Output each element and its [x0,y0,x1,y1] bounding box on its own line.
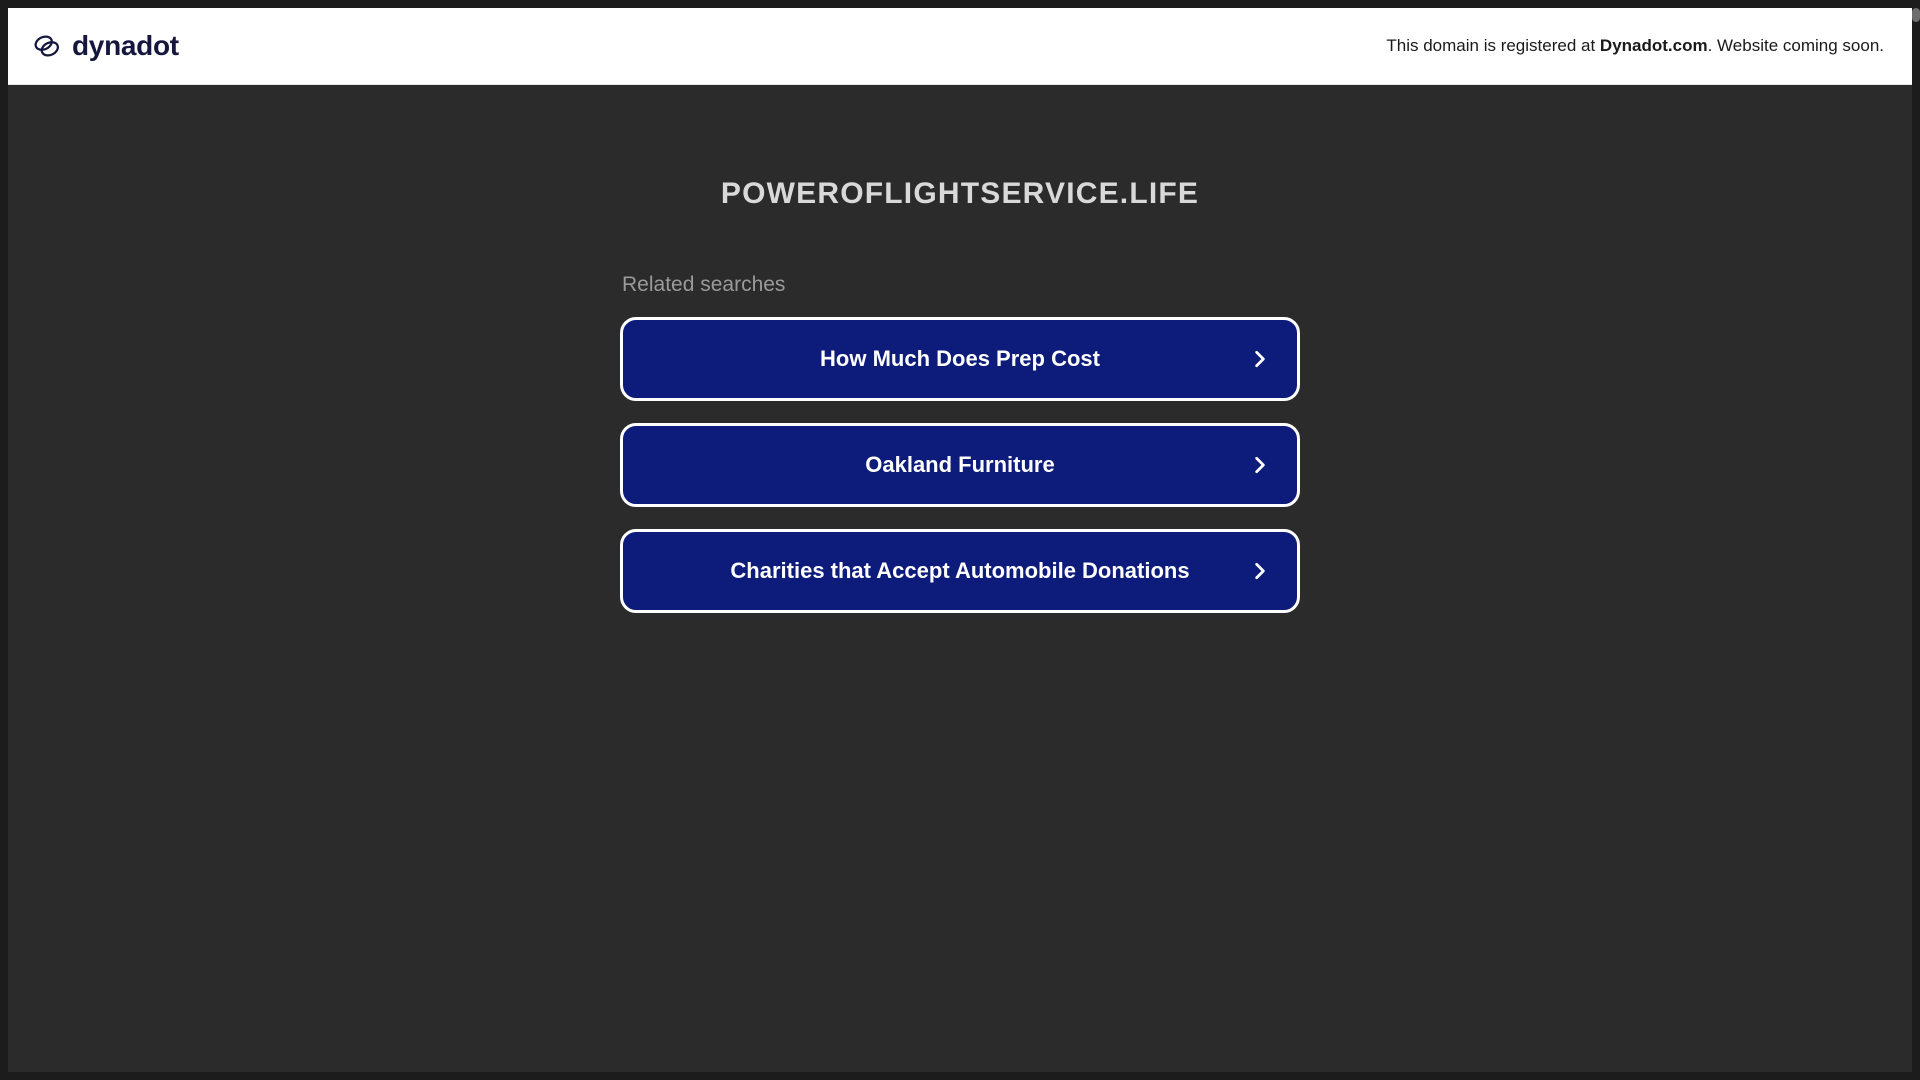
related-search-item[interactable] [620,317,1300,401]
vertical-scrollbar[interactable] [1912,8,1920,1080]
registration-notice [1386,36,1884,56]
related-search-label: Oakland Furniture [865,452,1055,477]
chevron-right-icon [1251,456,1269,474]
dynadot-logo-icon [32,31,62,61]
chevron-right-icon [1251,562,1269,580]
related-search-item[interactable] [620,423,1300,507]
brand-name: dynadot [72,30,179,61]
horizontal-scrollbar[interactable] [8,1072,1912,1080]
related-searches-block [620,273,1300,635]
notice-suffix: . Website coming soon. [1707,36,1884,55]
window-frame-top [0,0,1920,8]
window-frame-left [0,0,8,1080]
vertical-scrollbar-thumb[interactable] [1912,8,1920,22]
related-search-label: Charities that Accept Automobile Donations [730,558,1190,583]
chevron-right-icon [1251,350,1269,368]
related-search-label: How Much Does Prep Cost [820,346,1100,371]
parked-domain-content [8,85,1912,635]
page-viewport [8,8,1912,1080]
related-searches-label: Related searches [622,273,786,296]
related-search-item[interactable] [620,529,1300,613]
page-title: POWEROFLIGHTSERVICE.LIFE [720,177,1200,210]
dynadot-brand-link[interactable] [32,30,179,62]
notice-prefix: This domain is registered at [1386,36,1600,55]
dynadot-link[interactable]: Dynadot.com [1599,36,1708,55]
site-header [8,8,1912,85]
